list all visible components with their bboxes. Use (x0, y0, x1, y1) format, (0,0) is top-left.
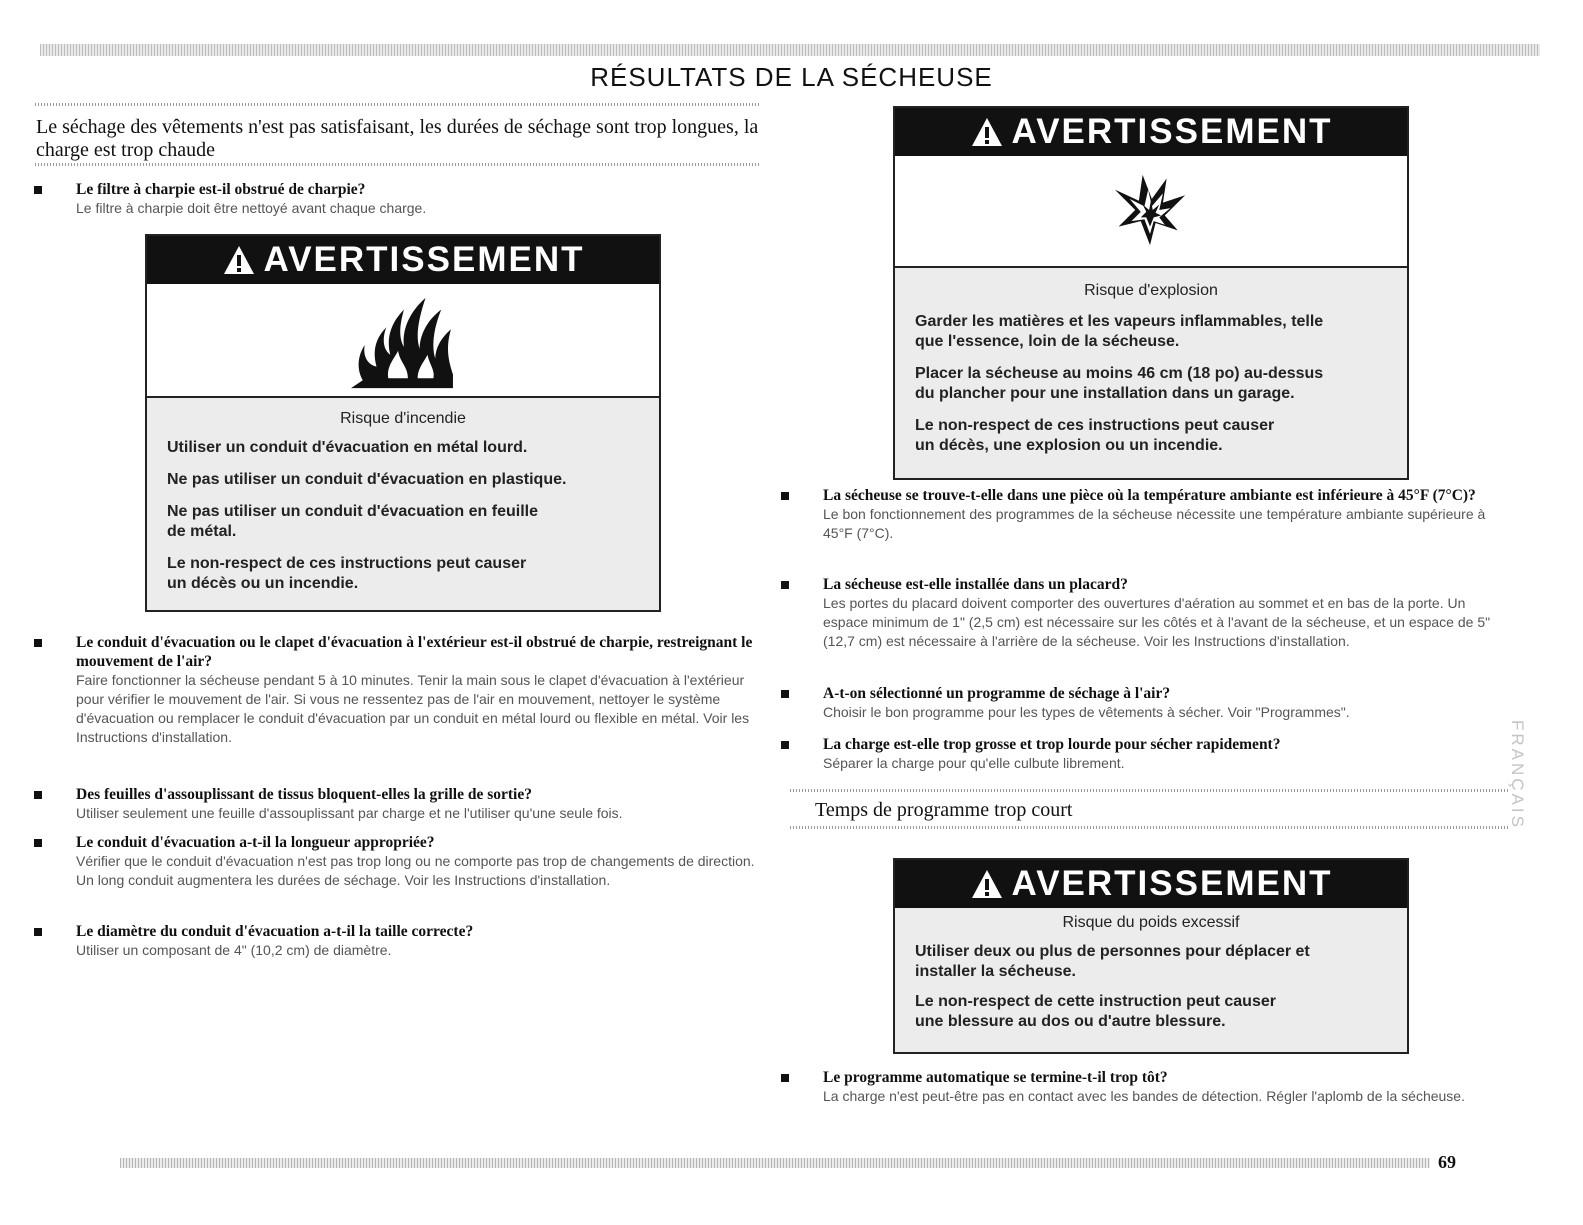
warning-risk-title: Risque du poids excessif (1062, 914, 1240, 931)
section-rule-bottom (790, 826, 1508, 829)
answer-text: Utiliser un composant de 4" (10,2 cm) de diamètre. (76, 942, 392, 958)
fire-icon (343, 294, 461, 392)
section-rule-top (790, 789, 1508, 792)
question-text: La sécheuse est-elle installée dans un placard? (823, 576, 1128, 593)
question-item (76, 922, 766, 960)
warning-line: Garder les matières et les vapeurs inflammables, telle (915, 313, 1324, 330)
warning-line: Utiliser deux ou plus de personnes pour déplacer et (915, 943, 1310, 960)
warning-icon-area (895, 156, 1407, 268)
question-item (76, 785, 776, 823)
warning-line: Utiliser un conduit d'évacuation en métal lourd. (167, 439, 528, 456)
warning-header (895, 108, 1407, 156)
warning-triangle-icon (970, 116, 1004, 148)
question-text: La charge est-elle trop grosse et trop lourde pour sécher rapidement? (823, 736, 1281, 753)
section-heading: Le séchage des vêtements n'est pas satisfaisant, les durées de séchage sont trop longues, la charge est trop chaude (36, 116, 759, 161)
question-text: Le conduit d'évacuation ou le clapet d'évacuation à l'extérieur est-il obstrué de charpie, restreignant le mouvement de l'air? (76, 634, 753, 670)
question-item (76, 833, 766, 890)
section-rule-top (35, 103, 760, 106)
question-item (823, 1068, 1508, 1106)
answer-text: Vérifier que le conduit d'évacuation n'est pas trop long ou ne comporte pas trop de changements de direction. Un long conduit augmentera les durées de séchage. Voir les Instructions d'installation. (76, 853, 755, 888)
question-text: Le programme automatique se termine-t-il trop tôt? (823, 1069, 1168, 1086)
warning-triangle-icon (970, 868, 1004, 900)
question-item (823, 575, 1508, 651)
warning-line: Le non-respect de ces instructions peut causer (167, 555, 527, 572)
warning-line: une blessure au dos ou d'autre blessure. (915, 1013, 1226, 1030)
warning-header (895, 860, 1407, 908)
answer-text: Les portes du placard doivent comporter des ouvertures d'aération au sommet et en bas de la porte. Un espace minimum de 1" (2,5 cm) est nécessaire sur les côtés et à l'avant de la sécheuse, et un espace de 5" (12,7 cm) est nécessaire à l'arrière de la sécheuse. Voir les Instructions d'installation. (823, 595, 1491, 649)
warning-line: du plancher pour une installation dans un garage. (915, 385, 1295, 402)
page-title: RÉSULTATS DE LA SÉCHEUSE (590, 62, 993, 92)
question-item (823, 684, 1508, 722)
warning-line: que l'essence, loin de la sécheuse. (915, 333, 1180, 350)
warning-box-fire (145, 234, 661, 612)
bullet-icon (781, 581, 789, 589)
question-text: Le conduit d'évacuation a-t-il la longueur appropriée? (76, 834, 435, 851)
question-text: La sécheuse se trouve-t-elle dans une pièce où la température ambiante est inférieure à 45°F (7°C)? (823, 487, 1476, 504)
question-text: Le filtre à charpie est-il obstrué de charpie? (76, 181, 366, 198)
warning-header-label: AVERTISSEMENT (1011, 112, 1333, 151)
warning-body (895, 268, 1407, 478)
warning-body (895, 908, 1407, 1052)
warning-icon-area (147, 284, 659, 398)
answer-text: Choisir le bon programme pour les types de vêtements à sécher. Voir "Programmes". (823, 704, 1350, 720)
question-item (823, 486, 1508, 543)
warning-header (147, 236, 659, 284)
warning-triangle-icon (222, 244, 256, 276)
section-heading: Temps de programme trop court (815, 799, 1073, 821)
question-text: Des feuilles d'assouplissant de tissus bloquent-elles la grille de sortie? (76, 786, 532, 803)
warning-header-label: AVERTISSEMENT (1011, 864, 1333, 903)
answer-text: La charge n'est peut-être pas en contact avec les bandes de détection. Régler l'aplomb de la sécheuse. (823, 1088, 1465, 1104)
question-text: Le diamètre du conduit d'évacuation a-t-il la taille correcte? (76, 923, 474, 940)
bullet-icon (34, 186, 42, 194)
warning-body (147, 398, 659, 610)
warning-line: installer la sécheuse. (915, 963, 1076, 980)
page-number: 69 (1438, 1152, 1456, 1172)
bullet-icon (34, 791, 42, 799)
warning-line: Placer la sécheuse au moins 46 cm (18 po) au-dessus (915, 365, 1324, 382)
warning-line: un décès, une explosion ou un incendie. (915, 437, 1223, 454)
answer-text: Utiliser seulement une feuille d'assouplissant par charge et ne l'utiliser qu'une seule fois. (76, 805, 623, 821)
warning-line: Le non-respect de ces instructions peut causer (915, 417, 1275, 434)
bullet-icon (34, 928, 42, 936)
bullet-icon (34, 839, 42, 847)
warning-line: un décès ou un incendie. (167, 575, 359, 592)
question-text: A-t-on sélectionné un programme de séchage à l'air? (823, 685, 1171, 702)
warning-line: Le non-respect de cette instruction peut causer (915, 993, 1276, 1010)
warning-box-weight (893, 858, 1409, 1054)
bullet-icon (34, 639, 42, 647)
bullet-icon (781, 1074, 789, 1082)
answer-text: Séparer la charge pour qu'elle culbute librement. (823, 755, 1125, 771)
warning-box-explosion (893, 106, 1409, 480)
explosion-icon (1113, 170, 1187, 250)
answer-text: Le bon fonctionnement des programmes de la sécheuse nécessite une température ambiante supérieure à 45°F (7°C). (823, 506, 1486, 541)
warning-risk-title: Risque d'explosion (1084, 282, 1218, 299)
warning-line: Ne pas utiliser un conduit d'évacuation en plastique. (167, 471, 567, 488)
top-decorative-band (40, 44, 1540, 56)
warning-risk-title: Risque d'incendie (340, 410, 466, 427)
bottom-decorative-band (120, 1158, 1430, 1168)
answer-text: Le filtre à charpie doit être nettoyé avant chaque charge. (76, 200, 427, 216)
question-item (76, 180, 766, 218)
answer-text: Faire fonctionner la sécheuse pendant 5 à 10 minutes. Tenir la main sous le clapet d'évacuation à l'extérieur pour vérifier le mouvement de l'air. Si vous ne ressentez pas de l'air en mouvement, nettoyer le système d'évacuation ou remplacer le conduit d'évacuation par un conduit en métal lourd ou flexible en métal. Voir les Instructions d'installation. (76, 672, 750, 745)
warning-header-label: AVERTISSEMENT (263, 240, 585, 279)
bullet-icon (781, 741, 789, 749)
warning-line: de métal. (167, 523, 237, 540)
language-side-tab: FRANÇAIS (1508, 720, 1527, 830)
bullet-icon (781, 492, 789, 500)
warning-line: Ne pas utiliser un conduit d'évacuation en feuille (167, 503, 538, 520)
bullet-icon (781, 690, 789, 698)
question-item (823, 735, 1508, 773)
section-rule-bottom (35, 163, 760, 166)
question-item (76, 633, 766, 747)
